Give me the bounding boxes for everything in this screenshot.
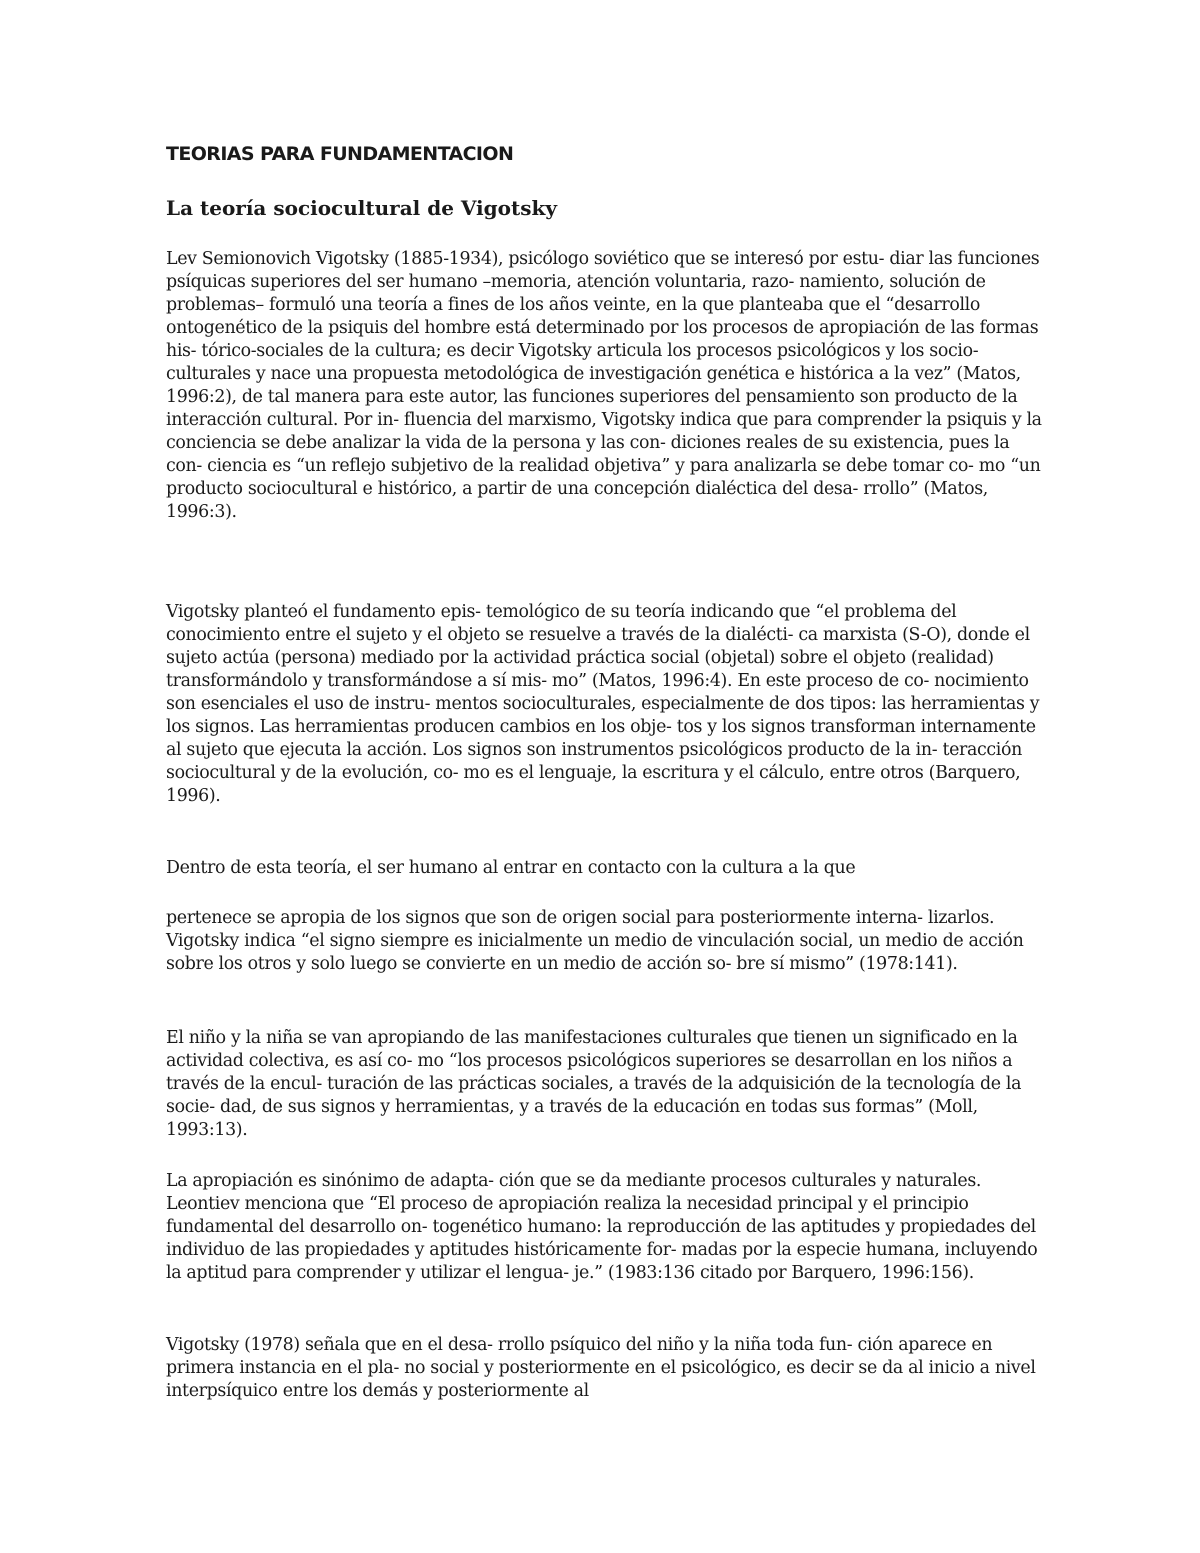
paragraph: pertenece se apropia de los signos que son de origen social para posteriormente interna- lizarlos. Vigotsky indica “el signo siempre es inicialmente un medio de vinculación social, un medio de acción sobre los otros y solo luego se convierte en un medio de acción so- bre sí mismo” (1978:141).	[166, 908, 1024, 974]
paragraph: Lev Semionovich Vigotsky (1885-1934), psicólogo soviético que se interesó por estu- diar las funciones psíquicas superiores del ser humano –memoria, atención voluntaria, razo- namiento, solución de problemas– formuló una teoría a fines de los años veinte, en la que planteaba que el “desarrollo ontogenético de la psiquis del hombre está determinado por los procesos de apropiación de las formas his- tórico-sociales de la cultura; es decir Vigotsky articula los procesos psicológicos y los socio- culturales y nace una propuesta metodológica de investigación genética e histórica a la vez” (Matos, 1996:2), de tal manera para este autor, las funciones superiores del pensamiento son producto de la interacción cultural. Por in- fluencia del marxismo, Vigotsky indica que para comprender la psiquis y la conciencia se debe analizar la vida de la persona y las con- diciones reales de su existencia, pues la con- ciencia es “un reflejo subjetivo de la realidad objetiva” y para analizarla se debe tomar co- mo “un producto sociocultural e histórico, a partir de una concepción dialéctica del desa- rrollo” (Matos, 1996:3).	[166, 249, 1042, 522]
paragraph: Vigotsky planteó el fundamento epis- temológico de su teoría indicando que “el problema del conocimiento entre el sujeto y el objeto se resuelve a través de la dialécti- ca marxista (S-O), donde el sujeto actúa (persona) mediado por la actividad práctica social (objetal) sobre el objeto (realidad) transformándolo y transformándose a sí mis- mo” (Matos, 1996:4). En este proceso de co- nocimiento son esenciales el uso de instru- mentos socioculturales, especialmente de dos tipos: las herramientas y los signos. Las herramientas producen cambios en los obje- tos y los signos transforman internamente al sujeto que ejecuta la acción. Los signos son instrumentos psicológicos producto de la in- teracción sociocultural y de la evolución, co- mo es el lenguaje, la escritura y el cálculo, entre otros (Barquero, 1996).	[166, 602, 1040, 806]
section-title: La teoría sociocultural de Vigotsky	[166, 196, 557, 220]
paragraph: La apropiación es sinónimo de adapta- ción que se da mediante procesos culturales y naturales. Leontiev menciona que “El proceso de apropiación realiza la necesidad principal y el principio fundamental del desarrollo on- togenético humano: la reproducción de las aptitudes y propiedades del individuo de las propiedades y aptitudes históricamente for- madas por la especie humana, incluyendo la aptitud para comprender y utilizar el lengua- je.” (1983:136 citado por Barquero, 1996:156).	[166, 1171, 1038, 1283]
paragraph: Vigotsky (1978) señala que en el desa- rrollo psíquico del niño y la niña toda fun- ción aparece en primera instancia en el pla- no social y posteriormente en el psicológico, es decir se da al inicio a nivel interpsíquico entre los demás y posteriormente al	[166, 1335, 1036, 1401]
paragraph: Dentro de esta teoría, el ser humano al entrar en contacto con la cultura a la que	[166, 858, 856, 878]
paragraph: El niño y la niña se van apropiando de las manifestaciones culturales que tienen un significado en la actividad colectiva, es así co- mo “los procesos psicológicos superiores se desarrollan en los niños a través de la encul- turación de las prácticas sociales, a través de la adquisición de la tecnología de la socie- dad, de sus signos y herramientas, y a través de la educación en todas sus formas” (Moll, 1993:13).	[166, 1028, 1022, 1140]
document-heading: TEORIAS PARA FUNDAMENTACION	[166, 143, 514, 165]
